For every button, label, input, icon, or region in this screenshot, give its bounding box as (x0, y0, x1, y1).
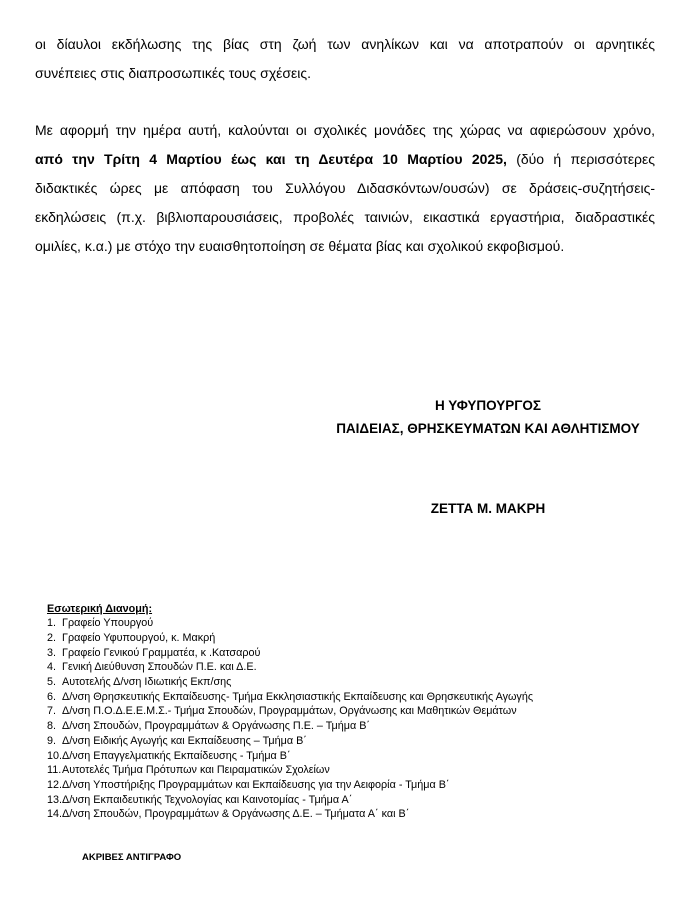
item-text: Δ/νση Σπουδών, Προγραμμάτων & Οργάνωσης Δ.Ε. – Τμήματα Α΄ και Β΄ (62, 808, 410, 821)
internal-distribution (47, 602, 533, 823)
signatory-title-line-1: Η ΥΦΥΠΟΥΡΓΟΣ (434, 397, 542, 413)
paragraph-line: ομιλίες, κ.α.) με στόχο την ευαισθητοποίηση σε θέματα βίας και σχολικού εκφοβισμού. (35, 237, 565, 254)
item-text: Γραφείο Υφυπουργού, κ. Μακρή (62, 631, 216, 644)
body-paragraph-1 (35, 30, 655, 88)
item-text: Γραφείο Υπουργού (62, 617, 154, 630)
item-number: 4. (47, 661, 57, 674)
item-number: 12. (47, 778, 63, 791)
paragraph-line (35, 145, 655, 174)
item-number: 7. (47, 705, 57, 718)
item-number: 13. (47, 793, 63, 806)
distribution-item (47, 734, 533, 749)
item-number: 8. (47, 720, 57, 733)
item-text: Γενική Διεύθυνση Σπουδών Π.Ε. και Δ.Ε. (62, 661, 257, 674)
signatory-title-line-2: ΠΑΙΔΕΙΑΣ, ΘΡΗΣΚΕΥΜΑΤΩΝ ΚΑΙ ΑΘΛΗΤΙΣΜΟΥ (336, 420, 640, 436)
item-number: 3. (47, 646, 57, 659)
item-number: 14. (47, 808, 63, 821)
distribution-item (47, 749, 533, 764)
paragraph-line: εκδηλώσεις (π.χ. βιβλιοπαρουσιάσεις, προβολές ταινιών, εικαστικά εργαστήρια, διαδραστικές (35, 208, 655, 225)
item-text: Δ/νση Ειδικής Αγωγής και Εκπαίδευσης – Τμήμα Β΄ (62, 734, 307, 747)
distribution-item (47, 631, 533, 646)
distribution-item (47, 616, 533, 631)
item-number: 1. (47, 617, 57, 630)
signatory-name: ΖΕΤΤΑ Μ. ΜΑΚΡΗ (430, 500, 546, 516)
item-text: Γραφείο Γενικού Γραμματέα, κ .Κατσαρού (62, 646, 261, 659)
item-text: Δ/νση Υποστήριξης Προγραμμάτων και Εκπαίδευσης για την Αειφορία - Τμήμα Β΄ (62, 778, 450, 791)
item-text: Δ/νση Επαγγελματικής Εκπαίδευσης - Τμήμα Β΄ (62, 749, 291, 762)
certified-copy-label: ΑΚΡΙΒΕΣ ΑΝΤΙΓΡΑΦΟ (82, 852, 182, 863)
distribution-item (47, 660, 533, 675)
distribution-item (47, 690, 533, 705)
item-number: 11. (47, 764, 62, 777)
paragraph-line: Με αφορμή την ημέρα αυτή, καλούνται οι σχολικές μονάδες της χώρας να αφιερώσουν χρόνο, (35, 121, 655, 138)
item-number: 6. (47, 690, 57, 703)
paragraph-line: οι δίαυλοι εκδήλωσης της βίας στη ζωή των ανηλίκων και να αποτραπούν οι αρνητικές (35, 36, 655, 52)
distribution-item (47, 675, 533, 690)
signatory-title (330, 394, 646, 440)
item-text: Δ/νση Π.Ο.Δ.Ε.Ε.Μ.Σ.- Τμήμα Σπουδών, Προγραμμάτων, Οργάνωσης και Μαθητικών Θεμάτων (62, 705, 517, 718)
distribution-item (47, 793, 533, 808)
paragraph-line: διδακτικές ώρες με απόφαση του Συλλόγου Διδασκόντων/ουσών) σε δράσεις-συζητήσεις- (35, 179, 655, 196)
paragraph-line: συνέπειες στις διαπροσωπικές τους σχέσεις. (35, 65, 312, 81)
item-text: Δ/νση Θρησκευτικής Εκπαίδευσης- Τμήμα Εκκλησιαστικής Εκπαίδευσης και Θρησκευτικής Αγωγής (62, 690, 534, 703)
distribution-item (47, 807, 533, 822)
item-text: Αυτοτελής Δ/νση Ιδιωτικής Εκπ/σης (62, 676, 232, 689)
distribution-item (47, 778, 533, 793)
paragraph-line-rest: (δύο ή περισσότερες (516, 150, 656, 167)
item-number: 10. (47, 749, 63, 762)
distribution-heading: Εσωτερική Διανομή: (47, 602, 153, 615)
item-text: Δ/νση Εκπαιδευτικής Τεχνολογίας και Καινοτομίας - Τμήμα Α΄ (62, 793, 353, 806)
body-paragraph-2 (35, 116, 655, 261)
distribution-item (47, 763, 533, 778)
item-number: 9. (47, 734, 57, 747)
distribution-item (47, 704, 533, 719)
item-text: Αυτοτελές Τμήμα Πρότυπων και Πειραματικών Σχολείων (62, 764, 330, 777)
date-range-emphasis: από την Τρίτη 4 Μαρτίου έως και τη Δευτέρα 10 Μαρτίου 2025, (35, 150, 507, 167)
item-text: Δ/νση Σπουδών, Προγραμμάτων & Οργάνωσης Π.Ε. – Τμήμα Β΄ (62, 720, 371, 733)
distribution-item (47, 646, 533, 661)
item-number: 2. (47, 631, 57, 644)
item-number: 5. (47, 676, 57, 689)
distribution-item (47, 719, 533, 734)
